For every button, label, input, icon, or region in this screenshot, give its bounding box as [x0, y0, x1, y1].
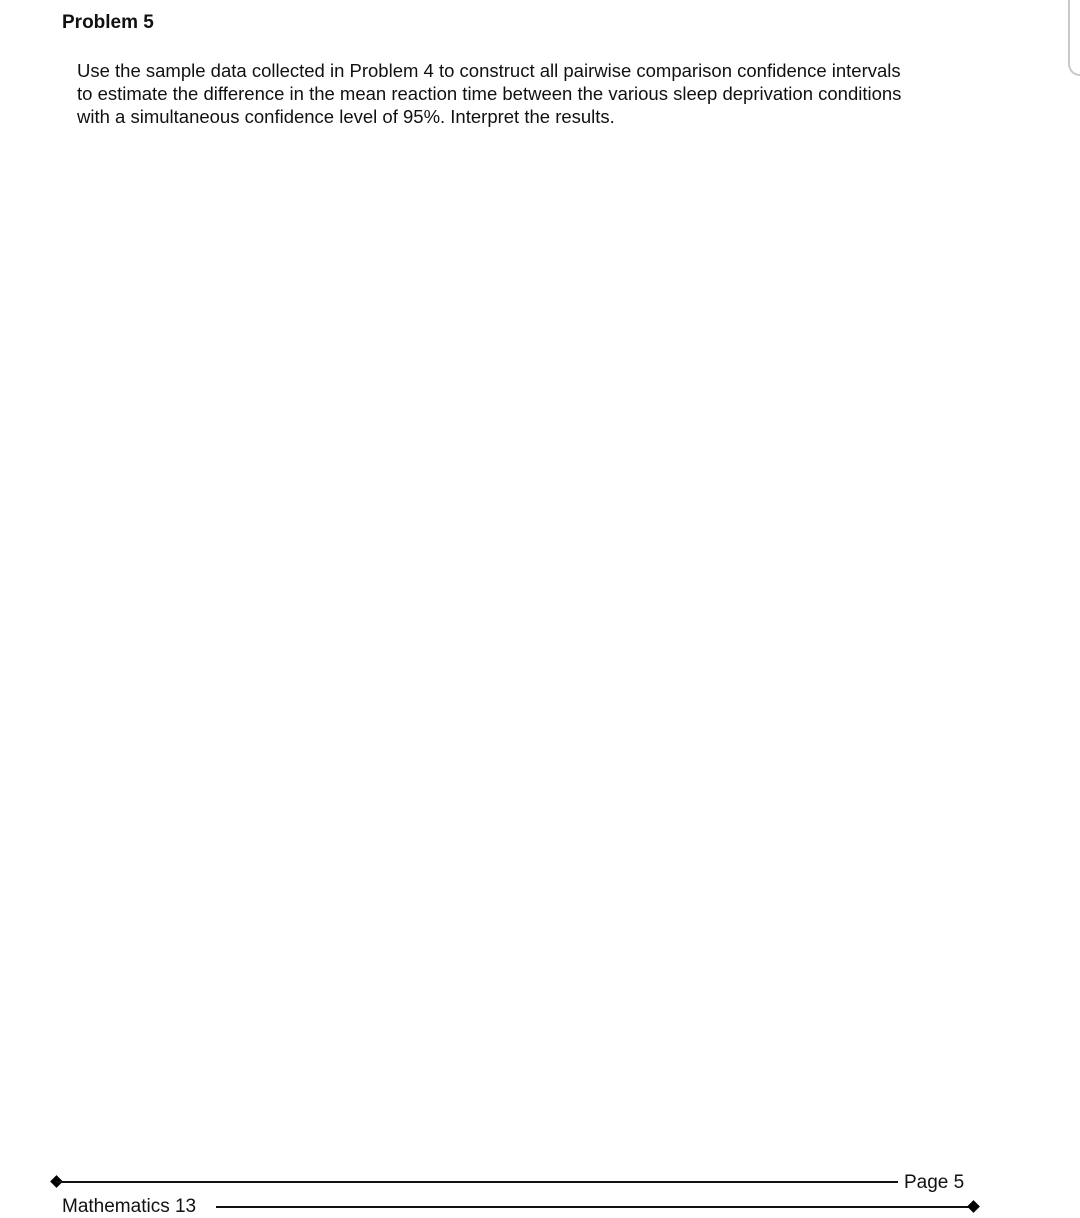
problem-statement-line: Use the sample data collected in Problem 4 to construct all pairwise comparison confidence intervals — [77, 60, 901, 81]
footer-diamond-right — [967, 1200, 980, 1213]
problem-statement — [77, 59, 997, 128]
problem-title: Problem 5 — [62, 12, 154, 33]
page-number: Page 5 — [904, 1172, 965, 1193]
footer-rule-top — [56, 1181, 898, 1183]
problem-statement-line: to estimate the difference in the mean reaction time between the various sleep deprivation conditions — [77, 83, 902, 104]
course-name: Mathematics 13 — [62, 1196, 197, 1217]
footer-rule-bottom — [216, 1206, 976, 1208]
viewer-edge-decoration — [1068, 0, 1080, 76]
problem-statement-line: with a simultaneous confidence level of 95%. Interpret the results. — [77, 106, 615, 127]
